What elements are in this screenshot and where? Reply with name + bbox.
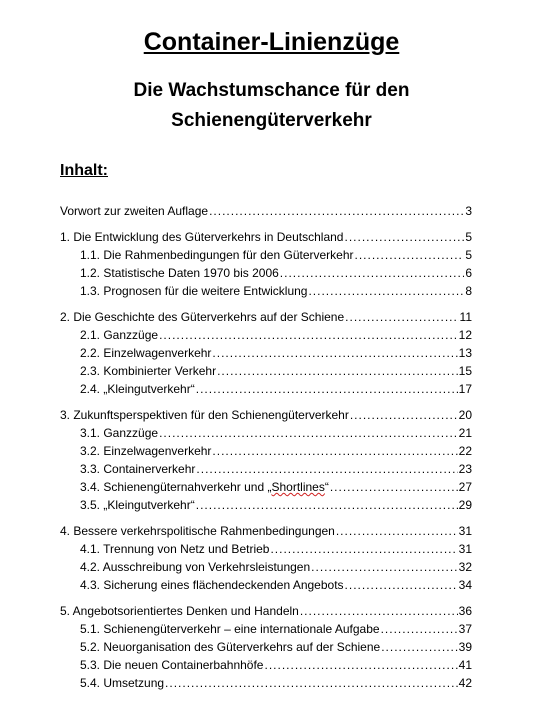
toc-entry-3-3 [60,460,472,478]
toc-entry-2-3 [60,362,472,380]
toc-page-number: 42 [458,676,472,690]
toc-page-number: 39 [458,640,472,654]
toc-entry-text: 1.3. Prognosen für die weitere Entwicklung [80,284,308,298]
dot-leader [345,308,458,326]
toc-page-number: 3 [465,204,472,218]
toc-entry-4-3 [60,576,472,594]
dot-leader [212,344,457,362]
toc-entry-3-1 [60,424,472,442]
toc-entry-2-2 [60,344,472,362]
toc-section-3 [60,406,472,424]
dot-leader [217,362,458,380]
toc-page-number: 8 [465,284,472,298]
table-of-contents [60,202,472,692]
toc-entry-text: 4.1. Trennung von Netz und Betrieb [80,542,270,556]
toc-entry-text: 3.2. Einzelwagenverkehr [80,444,212,458]
toc-entry-5-4 [60,674,472,692]
dot-leader [355,246,465,264]
toc-entry-text: 3. Zukunftsperspektiven für den Schienengüterverkehr [60,408,349,422]
toc-entry-text: 4.2. Ausschreibung von Verkehrsleistungen [80,560,311,574]
dot-leader [264,656,457,674]
toc-page-number: 29 [458,498,472,512]
toc-page-number: 5 [465,230,472,244]
toc-page-number: 27 [458,480,472,494]
toc-page-number: 21 [458,426,472,440]
toc-entry-text: 1.2. Statistische Daten 1970 bis 2006 [80,266,279,280]
toc-entry-text-part: 3.4. Schienengüternahverkehr und „ [80,480,272,494]
dot-leader [311,558,457,576]
toc-entry-4-1 [60,540,472,558]
dot-leader [196,496,458,514]
document-subtitle-line1: Die Wachstumschance für den [133,80,410,101]
toc-entry-text: 1.1. Die Rahmenbedingungen für den Güterverkehr [80,248,354,262]
dot-leader [336,522,458,540]
toc-page-number: 37 [458,622,472,636]
toc-page-number: 17 [458,382,472,396]
toc-page-number: 31 [458,542,472,556]
dot-leader [381,620,458,638]
toc-entry-text: 5.2. Neuorganisation des Güterverkehrs auf der Schiene [80,640,381,654]
dot-leader [209,202,464,220]
toc-section-2 [60,308,472,326]
toc-entry-text: 2.3. Kombinierter Verkehr [80,364,217,378]
toc-page-number: 41 [458,658,472,672]
dot-leader [344,228,464,246]
toc-entry-text [80,478,329,496]
toc-entry-4-2 [60,558,472,576]
toc-section-5 [60,602,472,620]
toc-page-number: 20 [458,408,472,422]
dot-leader [165,674,458,692]
toc-entry-3-2 [60,442,472,460]
toc-entry-5-1 [60,620,472,638]
dot-leader [345,576,458,594]
toc-heading: Inhalt: [60,162,108,179]
toc-page-number: 32 [458,560,472,574]
toc-section-1 [60,228,472,246]
dot-leader [196,380,458,398]
document-title: Container-Linienzüge [143,28,400,56]
dot-leader [196,460,457,478]
dot-leader [381,638,457,656]
toc-page-number: 31 [458,524,472,538]
toc-entry-text: 2.1. Ganzzüge [80,328,159,342]
toc-section-4 [60,522,472,540]
toc-page-number: 13 [458,346,472,360]
toc-entry-text: 5. Angebotsorientiertes Denken und Handeln [60,604,299,618]
dot-leader [280,264,465,282]
toc-entry-foreword [60,202,472,220]
toc-page-number: 12 [458,328,472,342]
toc-entry-2-4 [60,380,472,398]
toc-entry-3-5 [60,496,472,514]
toc-page-number: 23 [458,462,472,476]
dot-leader [270,540,457,558]
toc-entry-text: 2.2. Einzelwagenverkehr [80,346,212,360]
toc-entry-text: 5.4. Umsetzung [80,676,165,690]
toc-page-number: 11 [459,310,472,324]
toc-entry-text: 3.1. Ganzzüge [80,426,159,440]
dot-leader [330,478,458,496]
toc-entry-3-4 [60,478,472,496]
toc-entry-text: 1. Die Entwicklung des Güterverkehrs in Deutschland [60,230,344,244]
toc-page-number: 15 [458,364,472,378]
toc-entry-2-1 [60,326,472,344]
toc-page-number: 36 [458,604,472,618]
toc-page-number: 5 [465,248,472,262]
toc-entry-text: 2. Die Geschichte des Güterverkehrs auf der Schiene [60,310,345,324]
toc-entry-text-part: “ [324,480,329,494]
toc-entry-text: 5.1. Schienengüterverkehr – eine internationale Aufgabe [80,622,380,636]
toc-entry-text: 3.3. Containerverkehr [80,462,196,476]
dot-leader [308,282,464,300]
spellcheck-word: Shortlines [271,480,325,494]
toc-page-number: 34 [458,578,472,592]
toc-entry-1-3 [60,282,472,300]
toc-page-number: 6 [465,266,472,280]
dot-leader [350,406,458,424]
dot-leader [159,424,458,442]
toc-entry-text: 3.5. „Kleingutverkehr“ [80,498,195,512]
toc-entry-text: Vorwort zur zweiten Auflage [60,204,209,218]
toc-entry-text: 2.4. „Kleingutverkehr“ [80,382,195,396]
toc-entry-1-2 [60,264,472,282]
toc-entry-5-2 [60,638,472,656]
toc-entry-text: 5.3. Die neuen Containerbahnhöfe [80,658,264,672]
toc-entry-text: 4.3. Sicherung eines flächendeckenden Angebots [80,578,344,592]
toc-page-number: 22 [458,444,472,458]
document-subtitle-line2: Schienengüterverkehr [171,110,372,131]
toc-entry-5-3 [60,656,472,674]
toc-entry-text: 4. Bessere verkehrspolitische Rahmenbedingungen [60,524,335,538]
toc-entry-1-1 [60,246,472,264]
dot-leader [212,442,457,460]
dot-leader [300,602,458,620]
dot-leader [159,326,458,344]
